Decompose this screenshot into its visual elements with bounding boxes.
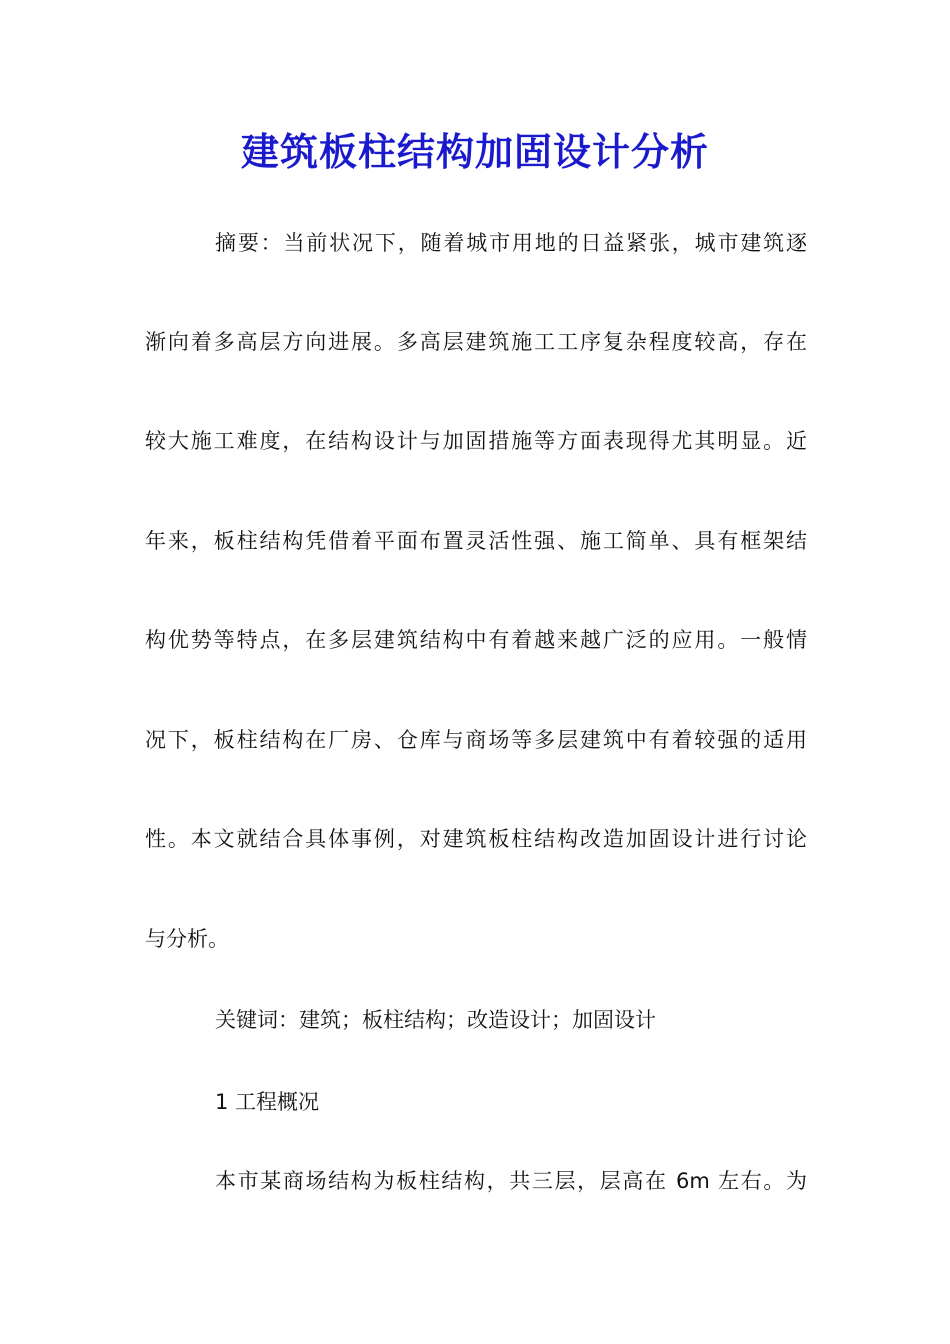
abstract-line-7: 性。本文就结合具体事例，对建筑板柱结构改造加固设计进行讨论	[145, 827, 807, 851]
abstract-line-6: 况下，板柱结构在厂房、仓库与商场等多层建筑中有着较强的适用	[145, 728, 807, 752]
abstract-line-1: 摘要：当前状况下，随着城市用地的日益紧张，城市建筑逐	[215, 231, 807, 255]
body-paragraph-line: 本市某商场结构为板柱结构，共三层，层高在 6m 左右。为	[215, 1169, 807, 1193]
keywords-line: 关键词：建筑；板柱结构；改造设计；加固设计	[215, 1008, 656, 1032]
abstract-line-5: 构优势等特点，在多层建筑结构中有着越来越广泛的应用。一般情	[145, 628, 807, 652]
abstract-line-3: 较大施工难度，在结构设计与加固措施等方面表现得尤其明显。近	[145, 429, 807, 453]
abstract-line-8: 与分析。	[145, 927, 229, 951]
document-title: 建筑板柱结构加固设计分析	[240, 129, 709, 174]
abstract-line-4: 年来，板柱结构凭借着平面布置灵活性强、施工简单、具有框架结	[145, 529, 807, 553]
abstract-line-2: 渐向着多高层方向进展。多高层建筑施工工序复杂程度较高，存在	[145, 330, 807, 354]
section-heading: 1 工程概况	[215, 1090, 320, 1114]
